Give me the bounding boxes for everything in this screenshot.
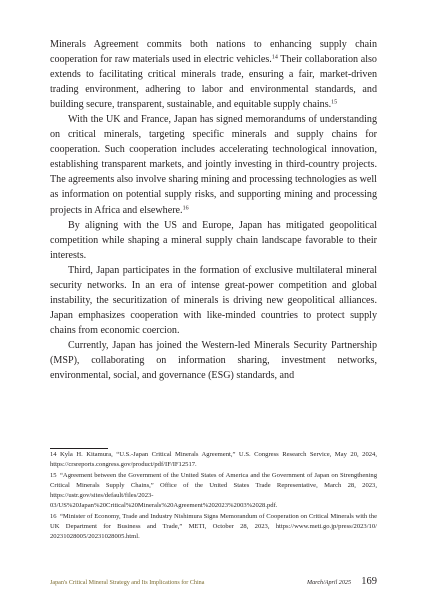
footnote — [50, 512, 377, 543]
footnote — [50, 471, 377, 512]
paragraph — [50, 218, 377, 263]
running-footer-title: Japan's Critical Mineral Strategy and Its Implications for China — [50, 580, 205, 586]
footnote-number: 14 — [50, 451, 57, 458]
footnotes — [50, 450, 377, 543]
paragraph — [50, 338, 377, 383]
paragraph-text: Currently, Japan has joined the Western-led Minerals Security Partnership (MSP), collaborating on information sharing, investment networks, environmental, social, and governance (ESG) standards, and — [50, 339, 377, 382]
footnote-text: “Agreement between the Government of the United States of America and the Government of Japan on Strengthening Critical Minerals Supply Chains,” Office of the United States Trade Representative, March 28, 2023, https://ustr.gov/sites/default/files/2023-03/US%20Japan%20Critical%20Minerals%20Agreement%202023%2003%2028.pdf. — [50, 471, 377, 510]
footnote-text: Kyla H. Kitamura, “U.S.-Japan Critical Minerals Agreement,” U.S. Congress Research Service, May 20, 2024, https://crsreports.congress.gov/product/pdf/IF/IF12517. — [50, 451, 377, 469]
paragraph — [50, 112, 377, 217]
paragraph-text: Minerals Agreement commits both nations to enhancing supply chain cooperation for raw materials used in electric vehicles. — [50, 39, 377, 66]
footnote-number: 16 — [50, 512, 57, 520]
issue-date: March/April 2025 — [307, 580, 351, 586]
footnote-reference: 15 — [331, 99, 338, 106]
body-text — [50, 37, 377, 383]
paragraph — [50, 37, 377, 112]
footnote-reference: 16 — [182, 205, 189, 212]
footnote-text: “Minister of Economy, Trade and Industry Nishimura Signs Memorandum of Cooperation on Critical Minerals with the UK Department for Business and Trade,” METI, October 28, 2023, https://www.meti.go.jp/press/2023/10/ 20231028005/20231028005.html. — [50, 512, 377, 541]
paragraph-text: Third, Japan participates in the formation of exclusive multilateral mineral security networks. In an era of intense great-power competition and global instability, the securitization of minerals is driving new geopolitical alliances. Japan emphasizes cooperation with like-minded countries to protect supply chains from economic coercion. — [50, 264, 377, 336]
footnote-number: 15 — [50, 471, 57, 479]
page-footer — [50, 575, 377, 591]
page-number: 169 — [361, 576, 377, 587]
paragraph-text: With the UK and France, Japan has signed memorandums of understanding on critical minerals, targeting specific minerals and supply chains for cooperation. Such cooperation includes accelerating technological innovation, establishing transparent markets, and jointly investing in third-country projects. The agreements also involve sharing mining and processing technologies as well as information on potential supply risks, and supporting mining and processing projects in Africa and elsewhere. — [50, 114, 377, 216]
footnote-divider — [50, 448, 108, 449]
footnote — [50, 450, 377, 471]
paragraph-text: By aligning with the US and Europe, Japan has mitigated geopolitical competition while shaping a mineral supply chain landscape favorable to their interests. — [50, 219, 377, 261]
footnote-reference: 14 — [271, 54, 278, 61]
paragraph — [50, 263, 377, 338]
paragraph-text: Their collaboration also extends to facilitating critical minerals trade, ensuring a fair, market-driven trading environment, adhering to labor and environmental standards, and building secure, transparent, sustainable, and equitable supply chains. — [50, 54, 377, 111]
